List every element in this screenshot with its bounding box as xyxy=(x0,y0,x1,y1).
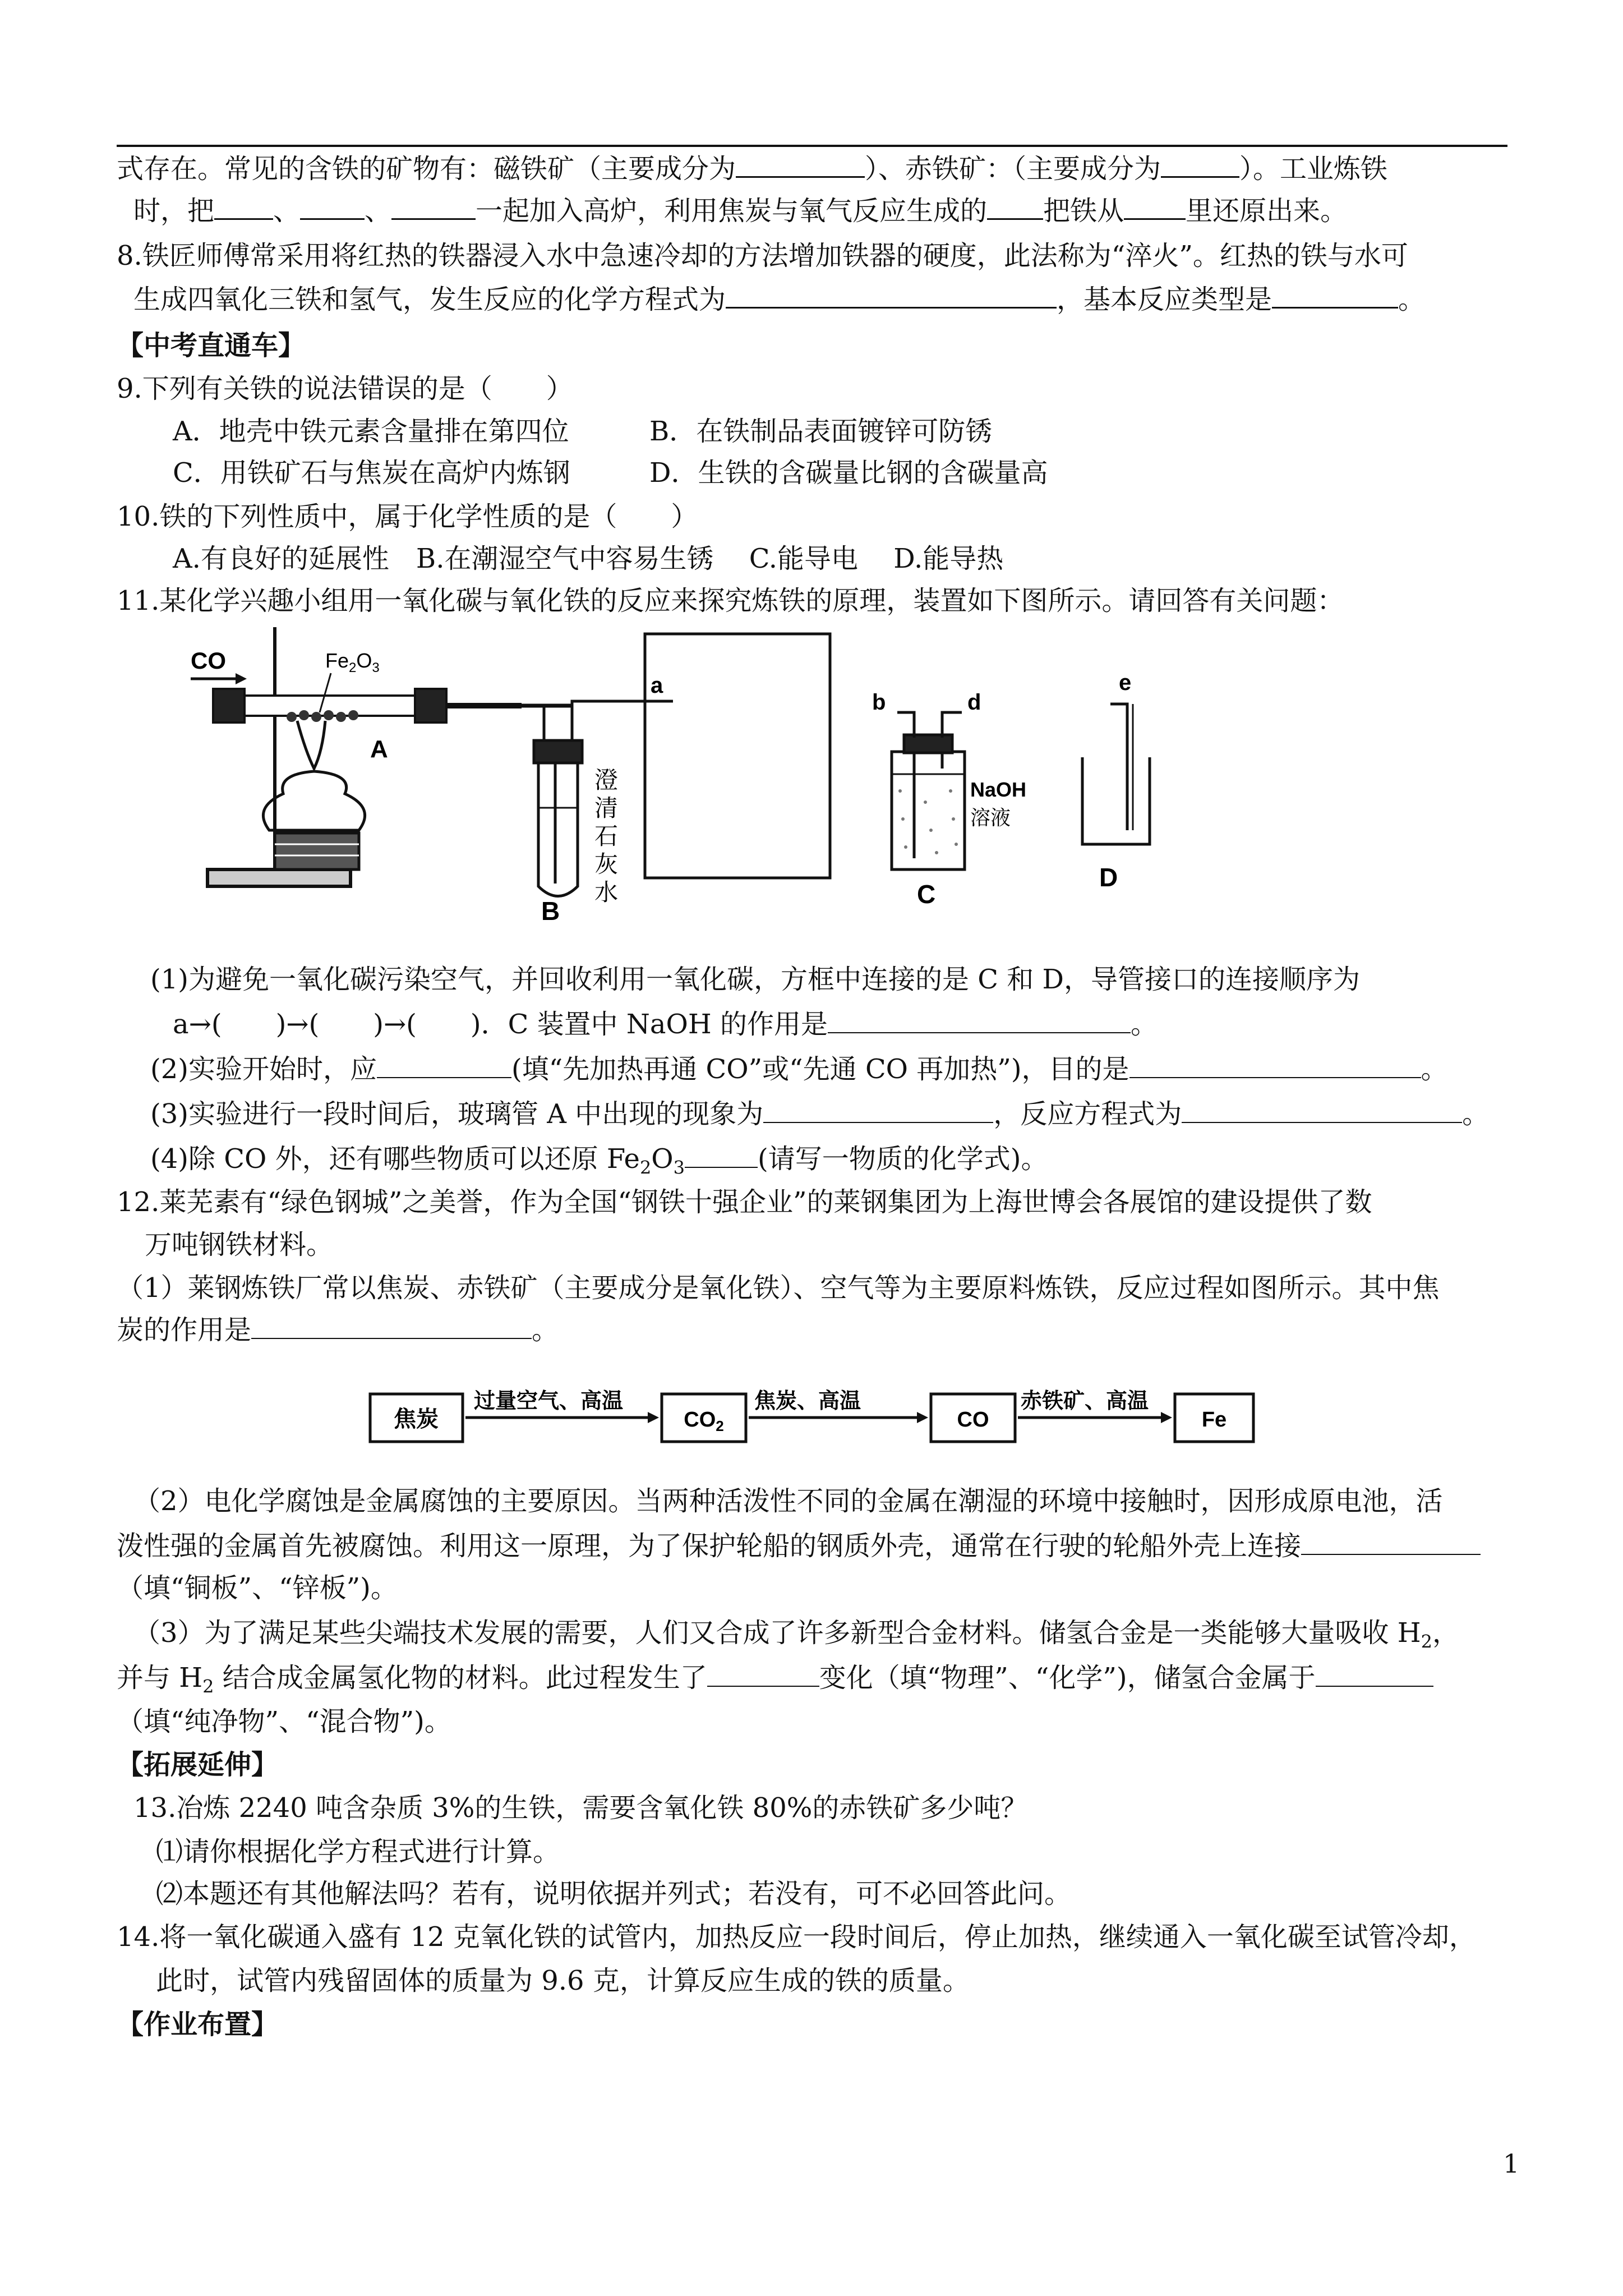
q12-part2-line3: （填“铜板”、“锌板”)。 xyxy=(117,1572,398,1604)
q11-part1-line2 xyxy=(173,1007,1158,1042)
answer-blank xyxy=(251,1315,532,1339)
smelting-flow-diagram xyxy=(365,1377,1262,1450)
flow-box-fe-label: Fe xyxy=(1201,1408,1227,1432)
q11-text: ，反应方程式为 xyxy=(993,1098,1182,1130)
solution-label: 溶液 xyxy=(970,806,1011,829)
glass-tube-a xyxy=(213,689,572,723)
flow-arrow-2-head xyxy=(917,1412,928,1423)
port-d-label: d xyxy=(967,690,981,715)
limewater-char-1: 澄 xyxy=(594,767,619,793)
q11-text: 。 xyxy=(1130,1009,1158,1040)
q10-options: A.有良好的延展性 B.在潮湿空气中容易生锈 C.能导电 D.能导热 xyxy=(173,543,1004,574)
limewater-char-4: 灰 xyxy=(594,851,619,877)
alcohol-lamp xyxy=(263,721,365,869)
q11-text: (3)实验进行一段时间后，玻璃管 A 中出现的现象为 xyxy=(150,1098,764,1130)
flow-box-coke-label: 焦炭 xyxy=(394,1407,439,1432)
q12-part2-line2 xyxy=(117,1529,1481,1563)
intro-text: 把铁从 xyxy=(1043,195,1124,227)
answer-blank xyxy=(1129,1055,1421,1078)
answer-blank xyxy=(707,1663,819,1687)
limewater-char-2: 清 xyxy=(594,795,619,821)
q8-line-1: 8.铁匠师傅常采用将红热的铁器浸入水中急速冷却的方法增加铁器的硬度，此法称为“淬火”。红热的铁与水可 xyxy=(117,240,1408,272)
naoh-solution-dots xyxy=(898,789,958,854)
answer-blank xyxy=(300,196,365,220)
page-number: 1 xyxy=(1503,2148,1520,2179)
answer-blank xyxy=(391,196,476,220)
apparatus-figure xyxy=(185,623,1228,926)
q10-stem: 10.铁的下列性质中，属于化学性质的是（ ） xyxy=(117,501,698,532)
q9-option-b: B．在铁制品表面镀锌可防锈 xyxy=(649,416,993,447)
label-b: B xyxy=(541,896,560,926)
gas-bottle-c xyxy=(892,712,965,869)
answer-blank xyxy=(828,1010,1131,1033)
q12-text: ， xyxy=(1432,1617,1460,1649)
answer-blank xyxy=(214,196,273,220)
q11-text: (请写一物质的化学式)。 xyxy=(758,1143,1048,1175)
q11-text: (4)除 CO 外，还有哪些物质可以还原 Fe xyxy=(150,1143,640,1175)
q12-text: 结合成金属氢化物的材料。此过程发生了 xyxy=(214,1662,707,1694)
q11-text: a→( )→( )→( )．C 装置中 NaOH 的作用是 xyxy=(173,1009,828,1040)
q11-text: O xyxy=(651,1143,674,1175)
fe2o3-label: $Fe_2O_3$ xyxy=(325,649,380,675)
answer-blank xyxy=(726,284,1057,309)
section-homework-heading: 【作业布置】 xyxy=(117,2009,279,2040)
flow-arrow-2-label: 焦炭、高温 xyxy=(754,1389,861,1413)
q11-part3 xyxy=(150,1097,1489,1131)
q11-text: (2)实验开始时，应 xyxy=(150,1053,377,1085)
beaker-d xyxy=(1082,704,1150,844)
answer-blank xyxy=(1316,1663,1433,1687)
q8-text: ，基本反应类型是 xyxy=(1057,284,1272,315)
q11-text: 。 xyxy=(1421,1053,1448,1085)
flow-arrow-1-head xyxy=(648,1412,659,1423)
q11-stem: 11.某化学兴趣小组用一氧化碳与氧化铁的反应来探究炼铁的原理，装置如下图所示。请回答有关问题： xyxy=(117,585,1344,616)
answer-blank xyxy=(763,1099,993,1123)
intro-text: 里还原出来。 xyxy=(1186,195,1348,227)
answer-blank xyxy=(1272,284,1398,309)
intro-text: ）、赤铁矿：（主要成分为 xyxy=(865,153,1161,185)
q12-part1-line2 xyxy=(117,1313,559,1347)
header-rule xyxy=(117,145,1507,147)
label-c: C xyxy=(917,880,936,909)
port-b-label: b xyxy=(872,690,886,715)
intro-text: ）。工业炼铁 xyxy=(1239,153,1388,185)
intro-text: 一起加入高炉，利用焦炭与氧气反应生成的 xyxy=(476,195,988,227)
q11-text: (填“先加热再通 CO”或“先通 CO 再加热”)，目的是 xyxy=(511,1053,1129,1085)
flow-arrow-3-label: 赤铁矿、高温 xyxy=(1021,1389,1149,1413)
limewater-char-3: 石 xyxy=(594,823,619,849)
q12-text: （3）为了满足某些尖端技术发展的需要，人们又合成了许多新型合金材料。储氢合金是一类能够大量吸收 H xyxy=(133,1617,1421,1649)
q11-part2 xyxy=(150,1052,1448,1087)
answer-blank xyxy=(1301,1531,1481,1555)
q11-text: 。 xyxy=(1462,1098,1490,1130)
port-a-label: a xyxy=(651,673,663,698)
q9-option-c: C．用铁矿石与焦炭在高炉内炼钢 xyxy=(173,457,570,489)
q9-stem: 9.下列有关铁的说法错误的是（ ） xyxy=(117,373,573,404)
intro-line-2 xyxy=(133,194,1347,228)
flow-arrow-3-head xyxy=(1161,1412,1172,1423)
q14-line-2: 此时，试管内残留固体的质量为 9.6 克，计算反应生成的铁的质量。 xyxy=(156,1965,970,1996)
q12-text: 。 xyxy=(532,1314,559,1346)
q8-text: 生成四氧化三铁和氢气，发生反应的化学方程式为 xyxy=(133,284,726,315)
q12-part2-line1: （2）电化学腐蚀是金属腐蚀的主要原因。当两种活泼性不同的金属在潮湿的环境中接触时，因形成原电池，活 xyxy=(133,1485,1443,1517)
limewater-char-5: 水 xyxy=(594,879,619,905)
q13-stem: 13.冶炼 2240 吨含杂质 3%的生铁，需要含氧化铁 80%的赤铁矿多少吨？ xyxy=(133,1792,1028,1824)
flow-arrow-1-label: 过量空气、高温 xyxy=(474,1389,624,1413)
port-e-label: e xyxy=(1119,670,1132,695)
answer-blank xyxy=(1124,196,1186,220)
label-d: D xyxy=(1099,863,1118,892)
q12-part3-line3: （填“纯净物”、“混合物”)。 xyxy=(117,1706,451,1737)
outlet-tube xyxy=(572,701,673,735)
subscript: 2 xyxy=(639,1157,652,1179)
intro-line-1 xyxy=(117,151,1387,186)
q9-option-a: A．地壳中铁元素含量排在第四位 xyxy=(173,416,569,447)
q14-line-1: 14.将一氧化碳通入盛有 12 克氧化铁的试管内，加热反应一段时间后，停止加热，继续通入一氧化碳至试管冷却， xyxy=(117,1921,1476,1953)
answer-blank xyxy=(987,196,1043,220)
q11-part4 xyxy=(150,1142,1048,1185)
test-tube-b xyxy=(534,706,582,896)
q11-part1-line1: (1)为避免一氧化碳污染空气，并回收利用一氧化碳，方框中连接的是 C 和 D，导管接口的连接顺序为 xyxy=(150,964,1360,995)
answer-blank xyxy=(377,1055,511,1078)
q12-part3-line1 xyxy=(133,1616,1459,1659)
q8-text: 。 xyxy=(1398,284,1426,315)
q12-text: 并与 H xyxy=(117,1662,203,1694)
q12-line-1: 12.莱芜素有“绿色钢城”之美誉，作为全国“钢铁十强企业”的莱钢集团为上海世博会各展馆的建设提供了数 xyxy=(117,1186,1372,1218)
subscript: 2 xyxy=(1421,1631,1433,1653)
answer-blank xyxy=(1161,154,1239,178)
label-a: A xyxy=(370,735,388,763)
flow-box-co2-label: $CO_2$ xyxy=(684,1408,724,1434)
section-extend-heading: 【拓展延伸】 xyxy=(117,1749,279,1780)
q13-part2: ⑵本题还有其他解法吗？若有，说明依据并列式；若没有，可不必回答此问。 xyxy=(156,1878,1072,1910)
naoh-label: NaOH xyxy=(970,778,1027,801)
answer-blank xyxy=(736,154,865,178)
answer-blank xyxy=(685,1144,758,1168)
q12-text: 炭的作用是 xyxy=(117,1314,252,1346)
answer-blank xyxy=(1182,1099,1462,1123)
q9-option-d: D．生铁的含碳量比钢的含碳量高 xyxy=(649,457,1048,489)
blank-connection-box xyxy=(645,634,830,878)
q12-line-2: 万吨钢铁材料。 xyxy=(145,1229,334,1260)
intro-text: 、 xyxy=(365,195,392,227)
subscript: 3 xyxy=(673,1157,685,1179)
q12-text: 变化（填“物理”、“化学”)，储氢合金属于 xyxy=(819,1662,1316,1694)
co-arrow-head xyxy=(236,673,247,684)
intro-text: 式存在。常见的含铁的矿物有：磁铁矿（主要成分为 xyxy=(117,153,736,185)
co-label: CO xyxy=(191,647,226,674)
intro-text: 、 xyxy=(273,195,301,227)
flow-box-co-label: CO xyxy=(957,1408,989,1432)
q13-part1: ⑴请你根据化学方程式进行计算。 xyxy=(156,1836,560,1867)
q8-line-2 xyxy=(133,282,1425,317)
section-exam-heading: 【中考直通车】 xyxy=(117,330,306,361)
intro-text: 时，把 xyxy=(133,195,215,227)
q12-part3-line2 xyxy=(117,1660,1433,1704)
q12-text: 泼性强的金属首先被腐蚀。利用这一原理，为了保护轮船的钢质外壳，通常在行驶的轮船外壳上连接 xyxy=(117,1530,1302,1562)
subscript: 2 xyxy=(202,1676,214,1697)
q12-part1-line1: （1）莱钢炼铁厂常以焦炭、赤铁矿（主要成分是氧化铁）、空气等为主要原料炼铁，反应过程如图所示。其中焦 xyxy=(117,1272,1440,1304)
